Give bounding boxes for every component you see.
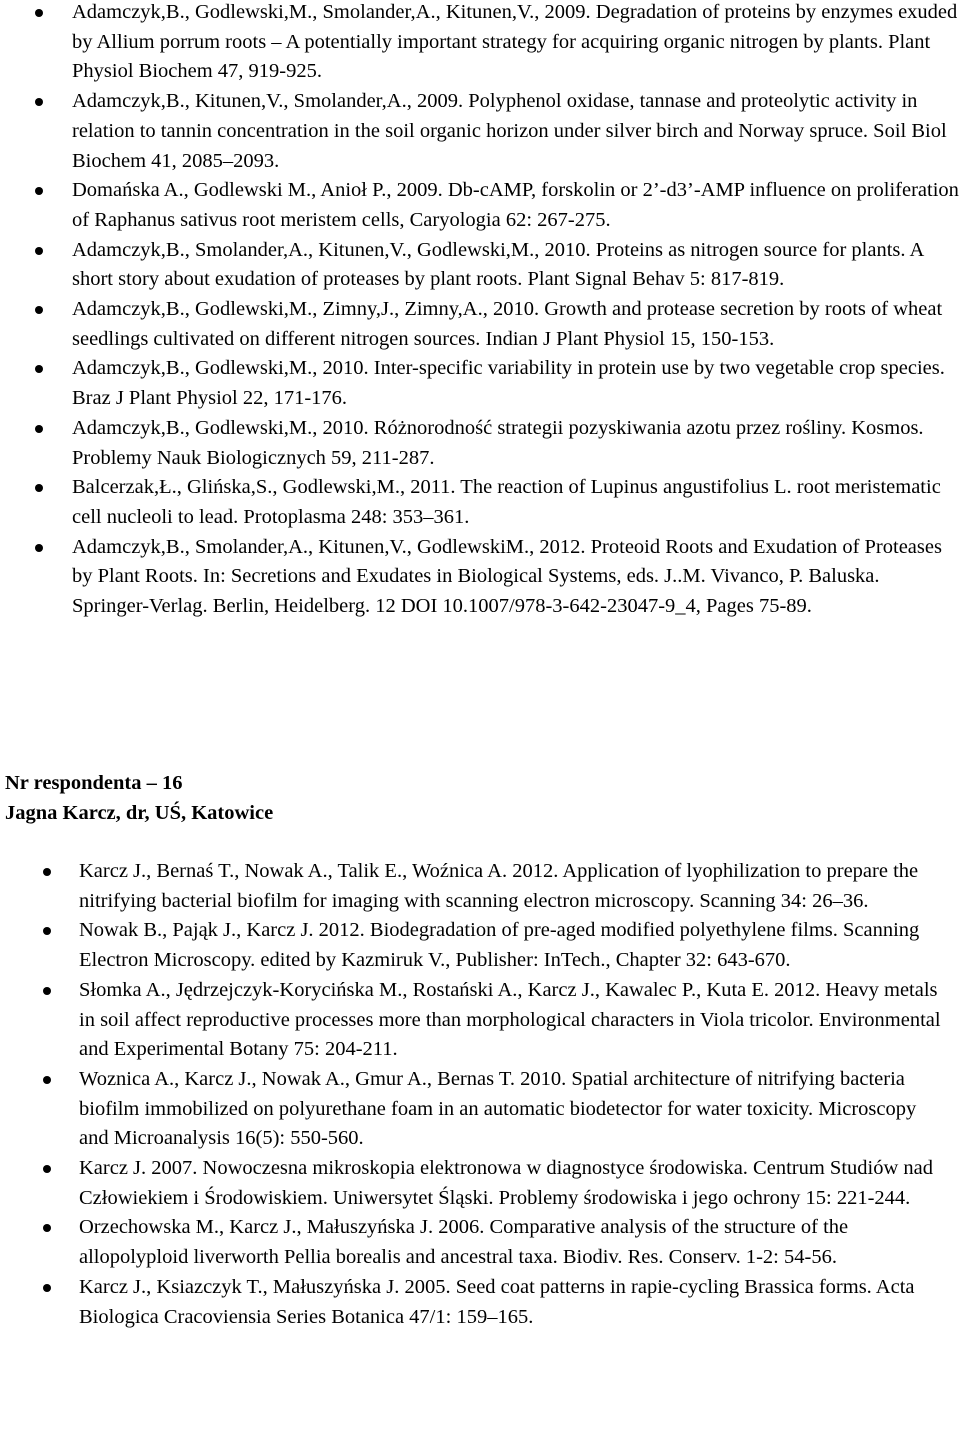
bullet-icon: [43, 1284, 51, 1292]
publication-item: [0, 916, 960, 975]
bullet-icon: [35, 9, 43, 17]
publication-item: [0, 295, 960, 354]
publication-item: [0, 1213, 960, 1272]
publication-item: [0, 354, 960, 413]
publication-item: [0, 533, 960, 622]
publication-item: [0, 473, 960, 532]
publication-list-top: [0, 0, 960, 622]
publication-item: [0, 1273, 960, 1332]
publication-item: [0, 976, 960, 1065]
publication-item: [0, 0, 960, 87]
bullet-icon: [35, 544, 43, 552]
bullet-icon: [43, 1076, 51, 1084]
publication-text: Orzechowska M., Karcz J., Małuszyńska J. 2006. Comparative analysis of the structure of the allopolyploid liverworth Pellia borealis and ancestral taxa. Biodiv. Res. Conserv. 1-2: 54-56.: [79, 1216, 849, 1269]
publication-text: Adamczyk,B., Godlewski,M., 2010. Różnorodność strategii pozyskiwania azotu przez rośliny. Kosmos. Problemy Nauk Biologicznych 59, 211-287.: [72, 416, 924, 469]
publication-item: [0, 176, 960, 235]
publication-text: Karcz J., Bernaś T., Nowak A., Talik E., Woźnica A. 2012. Application of lyophilization to prepare the nitrifying bacterial biofilm for imaging with scanning electron microscopy. Scanning 34: 26–36.: [79, 860, 919, 912]
publication-text: Adamczyk,B., Smolander,A., Kitunen,V., GodlewskiM., 2012. Proteoid Roots and Exudation of Proteases by Plant Roots. In: Secretions and Exudates in Biological Systems, eds. J..M. Vivanco, P. Baluska. Springer-Verlag. Berlin, Heidelberg. 12 DOI 10.1007/978-3-642-23047-9_4, Pages 75-89.: [72, 535, 942, 618]
respondent-header: [5, 768, 273, 828]
publication-text: Karcz J., Ksiazczyk T., Małuszyńska J. 2005. Seed coat patterns in rapie-cycling Brassica forms. Acta Biologica Cracoviensia Series Botanica 47/1: 159–165.: [79, 1275, 915, 1328]
publication-item: [0, 236, 960, 295]
bullet-icon: [35, 425, 43, 433]
bullet-icon: [43, 1224, 51, 1232]
bullet-icon: [43, 868, 51, 876]
bullet-icon: [35, 306, 43, 314]
publication-item: [0, 87, 960, 176]
publication-text: Adamczyk,B., Kitunen,V., Smolander,A., 2009. Polyphenol oxidase, tannase and proteolytic activity in relation to tannin concentration in the soil organic horizon under silver birch and Norway spruce. Soil Biol Biochem 41, 2085–2093.: [72, 90, 947, 172]
bullet-icon: [35, 484, 43, 492]
publication-item: [0, 857, 960, 916]
respondent-number: Nr respondenta – 16: [5, 772, 183, 794]
respondent-name: Jagna Karcz, dr, UŚ, Katowice: [5, 802, 274, 824]
publication-text: Domańska A., Godlewski M., Anioł P., 2009. Db-cAMP, forskolin or 2’-d3’-AMP influence on proliferation of Raphanus sativus root meristem cells, Caryologia 62: 267-275.: [72, 179, 959, 231]
publication-item: [0, 1065, 960, 1154]
publication-text: Balcerzak,Ł., Glińska,S., Godlewski,M., 2011. The reaction of Lupinus angustifolius L. root meristematic cell nucleoli to lead. Protoplasma 248: 353–361.: [72, 476, 941, 528]
bullet-icon: [35, 365, 43, 373]
publication-text: Nowak B., Pająk J., Karcz J. 2012. Biodegradation of pre-aged modified polyethylene films. Scanning Electron Microscopy. edited by Kazmiruk V., Publisher: InTech., Chapter 32: 643-670.: [79, 919, 920, 972]
bullet-icon: [35, 187, 43, 195]
bullet-icon: [43, 1165, 51, 1173]
publication-list-bottom: [0, 857, 960, 1332]
publication-item: [0, 414, 960, 473]
bullet-icon: [35, 247, 43, 255]
publication-text: Słomka A., Jędrzejczyk-Korycińska M., Rostański A., Karcz J., Kawalec P., Kuta E. 2012. Heavy metals in soil affect reproductive processes more than morphological characters in Viola tricolor. Environmental and Experimental Botany 75: 204-211.: [79, 978, 941, 1061]
publication-text: Adamczyk,B., Smolander,A., Kitunen,V., Godlewski,M., 2010. Proteins as nitrogen source for plants. A short story about exudation of proteases by plant roots. Plant Signal Behav 5: 817-819.: [72, 238, 924, 291]
publication-text: Woznica A., Karcz J., Nowak A., Gmur A., Bernas T. 2010. Spatial architecture of nitrifying bacteria biofilm immobilized on polyurethane foam in an automatic biodetector for water toxicity. Microscopy and Microanalysis 16(5): 550-560.: [79, 1067, 917, 1150]
publication-text: Adamczyk,B., Godlewski,M., 2010. Inter-specific variability in protein use by two vegetable crop species. Braz J Plant Physiol 22, 171-176.: [72, 357, 945, 410]
bullet-icon: [43, 987, 51, 995]
bullet-icon: [43, 927, 51, 935]
bullet-icon: [35, 98, 43, 106]
publication-text: Adamczyk,B., Godlewski,M., Smolander,A., Kitunen,V., 2009. Degradation of proteins by enzymes exuded by Allium porrum roots – A potentially important strategy for acquiring organic nitrogen by plants. Plant Physiol Biochem 47, 919-925.: [72, 1, 958, 83]
publication-text: Adamczyk,B., Godlewski,M., Zimny,J., Zimny,A., 2010. Growth and protease secretion by roots of wheat seedlings cultivated on different nitrogen sources. Indian J Plant Physiol 15, 150-153.: [72, 298, 943, 350]
publication-text: Karcz J. 2007. Nowoczesna mikroskopia elektronowa w diagnostyce środowiska. Centrum Studiów nad Człowiekiem i Środowiskiem. Uniwersytet Śląski. Problemy środowiska i jego ochrony 15: 221-244.: [79, 1157, 933, 1209]
publication-item: [0, 1154, 960, 1213]
